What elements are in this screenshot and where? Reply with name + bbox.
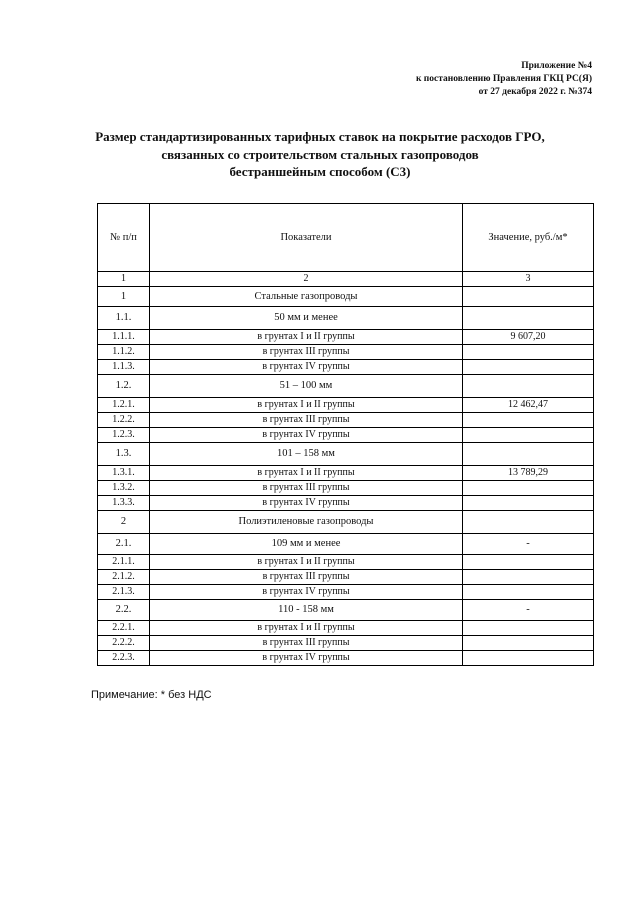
row-indicator-cell: 50 мм и менее (150, 307, 463, 330)
row-number-cell: 1.1. (98, 307, 150, 330)
row-value-cell (463, 511, 594, 534)
table-row (98, 345, 594, 360)
row-value-cell (463, 375, 594, 398)
footnote: Примечание: * без НДС (91, 689, 212, 701)
row-number-cell: 2.2.2. (98, 636, 150, 651)
row-indicator-cell: в грунтах III группы (150, 570, 463, 585)
row-value-cell: 9 607,20 (463, 330, 594, 345)
row-number-cell: 1.2.2. (98, 413, 150, 428)
row-indicator-cell: Полиэтиленовые газопроводы (150, 511, 463, 534)
row-number-cell: 1.3.3. (98, 496, 150, 511)
header-cell-number: № п/п (98, 204, 150, 272)
row-value-cell (463, 570, 594, 585)
row-number-cell: 1 (98, 287, 150, 307)
table-row (98, 443, 594, 466)
row-value-cell (463, 481, 594, 496)
table-row (98, 636, 594, 651)
row-indicator-cell: в грунтах IV группы (150, 360, 463, 375)
resolution-reference: к постановлению Правления ГКЦ РС(Я) (415, 74, 592, 84)
row-indicator-cell: в грунтах III группы (150, 481, 463, 496)
resolution-date: от 27 декабря 2022 г. №374 (478, 87, 592, 97)
row-value-cell (463, 585, 594, 600)
row-indicator-cell: в грунтах I и II группы (150, 555, 463, 570)
row-value-cell (463, 621, 594, 636)
document-header (416, 60, 592, 99)
table-row (98, 481, 594, 496)
rates-table (97, 203, 594, 666)
row-indicator-cell: 110 - 158 мм (150, 600, 463, 621)
row-number-cell: 1.2.1. (98, 398, 150, 413)
table-row (98, 621, 594, 636)
row-value-cell (463, 496, 594, 511)
row-indicator-cell: в грунтах IV группы (150, 496, 463, 511)
table-row (98, 287, 594, 307)
row-indicator-cell: 51 – 100 мм (150, 375, 463, 398)
row-value-cell (463, 443, 594, 466)
row-indicator-cell: в грунтах IV группы (150, 428, 463, 443)
row-indicator-cell: в грунтах I и II группы (150, 330, 463, 345)
table-row (98, 466, 594, 481)
table-row (98, 375, 594, 398)
header-cell-indicator: Показатели (150, 204, 463, 272)
table-row (98, 534, 594, 555)
row-value-cell (463, 345, 594, 360)
row-value-cell (463, 287, 594, 307)
title-line-1: Размер стандартизированных тарифных ставок на покрытие расходов ГРО, (95, 129, 545, 144)
row-indicator-cell: в грунтах III группы (150, 345, 463, 360)
row-value-cell (463, 636, 594, 651)
column-number: 3 (463, 272, 594, 287)
row-value-cell (463, 413, 594, 428)
row-value-cell (463, 555, 594, 570)
row-number-cell: 1.1.1. (98, 330, 150, 345)
row-value-cell: 13 789,29 (463, 466, 594, 481)
table-row (98, 428, 594, 443)
row-indicator-cell: в грунтах IV группы (150, 651, 463, 666)
row-number-cell: 2.1.1. (98, 555, 150, 570)
column-number: 1 (98, 272, 150, 287)
table-row (98, 330, 594, 345)
document-title (0, 128, 640, 181)
row-value-cell: - (463, 534, 594, 555)
row-indicator-cell: в грунтах I и II группы (150, 398, 463, 413)
row-indicator-cell: в грунтах IV группы (150, 585, 463, 600)
row-number-cell: 1.2.3. (98, 428, 150, 443)
row-number-cell: 2 (98, 511, 150, 534)
row-value-cell (463, 428, 594, 443)
row-indicator-cell: Стальные газопроводы (150, 287, 463, 307)
table-row (98, 413, 594, 428)
table-row (98, 496, 594, 511)
row-indicator-cell: 101 – 158 мм (150, 443, 463, 466)
table-row (98, 651, 594, 666)
row-number-cell: 1.1.2. (98, 345, 150, 360)
row-number-cell: 2.2. (98, 600, 150, 621)
row-number-cell: 1.3.1. (98, 466, 150, 481)
column-number: 2 (150, 272, 463, 287)
table-row (98, 555, 594, 570)
row-indicator-cell: в грунтах III группы (150, 413, 463, 428)
row-indicator-cell: в грунтах I и II группы (150, 466, 463, 481)
table-row (98, 585, 594, 600)
table-row (98, 360, 594, 375)
table-row (98, 511, 594, 534)
row-value-cell (463, 360, 594, 375)
title-line-3: бестраншейным способом (С3) (229, 164, 411, 179)
table-row (98, 398, 594, 413)
column-number-row (98, 272, 594, 287)
row-value-cell: - (463, 600, 594, 621)
row-number-cell: 1.3.2. (98, 481, 150, 496)
row-number-cell: 2.2.1. (98, 621, 150, 636)
row-number-cell: 2.1.3. (98, 585, 150, 600)
table-row (98, 570, 594, 585)
header-cell-value: Значение, руб./м* (463, 204, 594, 272)
row-number-cell: 1.2. (98, 375, 150, 398)
row-number-cell: 2.1. (98, 534, 150, 555)
row-number-cell: 2.1.2. (98, 570, 150, 585)
table-row (98, 600, 594, 621)
row-number-cell: 1.3. (98, 443, 150, 466)
row-value-cell (463, 651, 594, 666)
table-header-row (98, 204, 594, 272)
row-value-cell (463, 307, 594, 330)
row-indicator-cell: 109 мм и менее (150, 534, 463, 555)
appendix-number: Приложение №4 (521, 61, 592, 71)
row-number-cell: 2.2.3. (98, 651, 150, 666)
title-line-2: связанных со строительством стальных газопроводов (161, 146, 479, 162)
row-number-cell: 1.1.3. (98, 360, 150, 375)
table-row (98, 307, 594, 330)
row-value-cell: 12 462,47 (463, 398, 594, 413)
row-indicator-cell: в грунтах I и II группы (150, 621, 463, 636)
row-indicator-cell: в грунтах III группы (150, 636, 463, 651)
